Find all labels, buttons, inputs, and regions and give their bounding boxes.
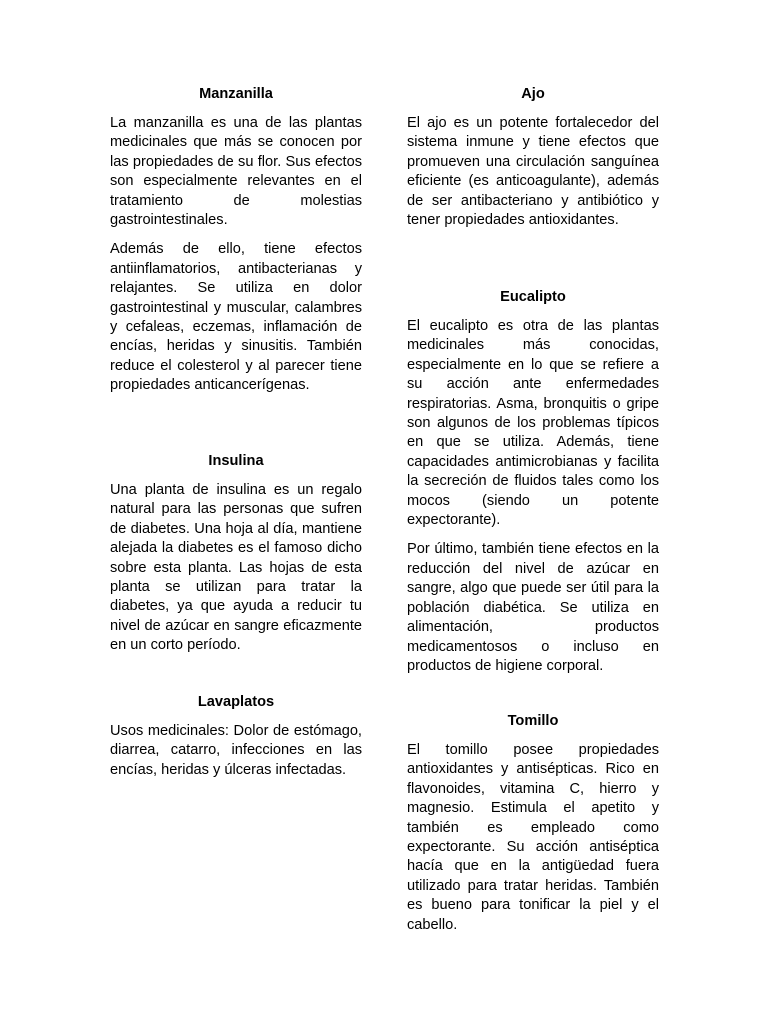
section-title: Lavaplatos [197,694,275,710]
section-paragraph: El eucalipto es otra de las plantas medicinales más conocidas, especialmente en lo que se refiere a su acción ante enfermedades respiratorias. Asma, bronquitis o gripe son algunos de los problemas típicos en que se utiliza. Además, tiene capacidades antimicrobianas y facilita la secreción de fluidos tales como los mocos (siendo un potente expectorante). [407,318,659,529]
section-eucalipto [407,288,659,686]
section-paragraph: El tomillo posee propiedades antioxidantes y antisépticas. Rico en flavonoides, vitamina C, hierro y magnesio. Estimula el apetito y también es empleado como expectorante. Su acción antiséptica hacía que en la antigüedad fuera utilizado para tratar heridas. También es bueno para tonificar la piel y el cabello. [407,742,659,933]
section-paragraph: Usos medicinales: Dolor de estómago, diarrea, catarro, infecciones en las encías, heridas y úlceras infectadas. [110,723,362,778]
section-ajo [407,85,659,240]
section-tomillo [407,712,659,945]
section-lavaplatos [110,693,362,790]
section-paragraph: Una planta de insulina es un regalo natural para las personas que sufren de diabetes. Una hoja al día, mantiene alejada la diabetes es el famoso dicho sobre esta planta. Las hojas de esta planta se utilizan para tratar la diabetes, ya que ayuda a reducir tu nivel de azúcar en sangre eficazmente en un corto período. [110,482,362,654]
section-manzanilla [110,85,362,406]
section-title: Insulina [208,453,264,469]
section-title: Tomillo [507,713,559,729]
section-paragraph: Además de ello, tiene efectos antiinflamatorios, antibacterianas y relajantes. Se utiliza en dolor gastrointestinal y muscular, calambres y cefaleas, eczemas, inflamación de encías, heridas y sinusitis. También reduce el colesterol y al parecer tiene propiedades anticancerígenas. [110,241,362,394]
section-insulina [110,452,362,666]
section-title: Manzanilla [199,86,273,102]
section-title: Ajo [521,86,545,102]
section-paragraph: Por último, también tiene efectos en la reducción del nivel de azúcar en sangre, algo que puede ser útil para la población diabética. Se utiliza en alimentación, productos medicamentosos o incluso en productos de higiene corporal. [407,541,659,674]
section-title: Eucalipto [500,289,566,305]
section-paragraph: El ajo es un potente fortalecedor del sistema inmune y tiene efectos que promueven una circulación sanguínea eficiente (es anticoagulante), además de ser antibacteriano y antibiótico y tener propiedades antioxidantes. [407,115,659,229]
section-paragraph: La manzanilla es una de las plantas medicinales que más se conocen por las propiedades de su flor. Sus efectos son especialmente relevantes en el tratamiento de molestias gastrointestinales. [110,115,362,229]
